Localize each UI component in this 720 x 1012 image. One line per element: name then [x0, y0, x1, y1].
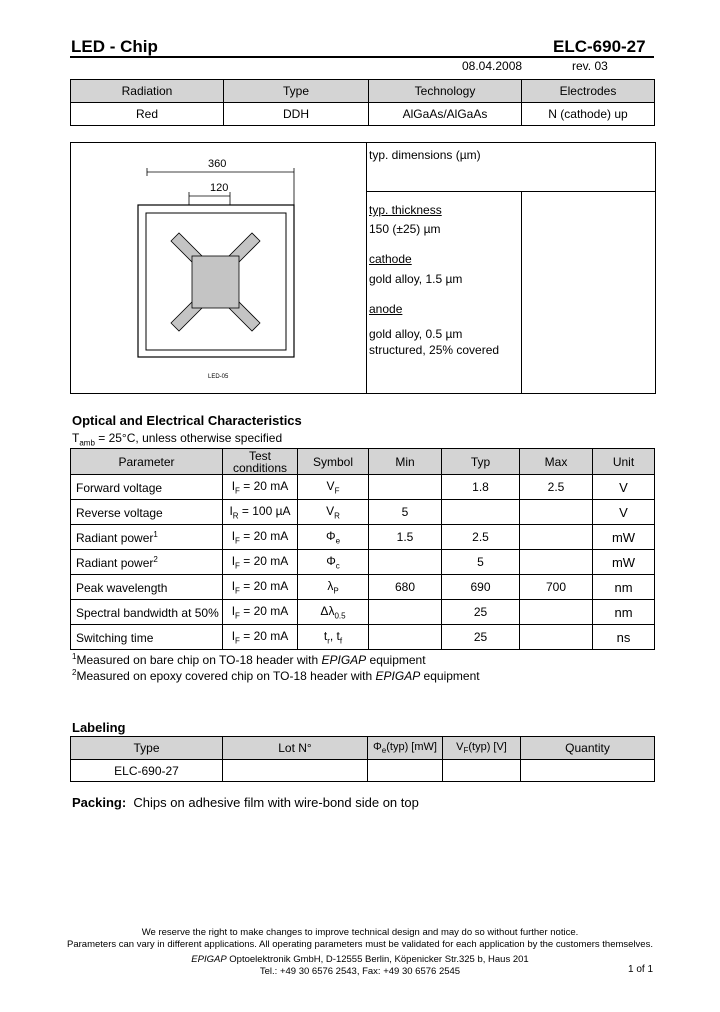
cond-a: I	[231, 603, 236, 618]
label-h-v-rest: (typ) [V]	[468, 740, 507, 753]
fn2-text: Measured on epoxy covered chip on TO-18 header with	[76, 669, 376, 683]
char-row	[71, 475, 655, 500]
cathode-label: cathode	[369, 252, 412, 266]
sym: V	[326, 478, 335, 493]
characteristics-body	[71, 475, 655, 650]
thickness-value: 150 (±25) µm	[369, 222, 441, 236]
char-param	[71, 625, 223, 650]
page-number: 1 of 1	[628, 964, 654, 975]
cond-b: = 20 mA	[239, 553, 289, 568]
label-cell: ELC-690-27	[71, 760, 223, 782]
dims-title: typ. dimensions (µm)	[369, 148, 481, 162]
characteristics-table	[70, 448, 655, 650]
char-unit: V	[593, 475, 655, 500]
label-cell	[443, 760, 521, 782]
char-max	[520, 600, 593, 625]
char-min	[369, 600, 442, 625]
char-param	[71, 600, 223, 625]
char-min: 5	[369, 500, 442, 525]
char-param	[71, 575, 223, 600]
overview-header: Technology	[369, 80, 522, 103]
dim-outer-label: 360	[208, 158, 227, 170]
char-min: 1.5	[369, 525, 442, 550]
label-cell	[223, 760, 368, 782]
cond-s: F	[235, 561, 240, 571]
cond-b: = 20 mA	[239, 478, 289, 493]
sym-extra: , t	[329, 628, 340, 643]
char-symbol	[298, 625, 369, 650]
label-h-v: V	[456, 740, 464, 753]
label-cell	[521, 760, 655, 782]
footer-disclaimer-1: We reserve the right to make changes to improve technical design and may do so without further notice.	[141, 927, 579, 938]
char-row	[71, 600, 655, 625]
overview-cell: DDH	[224, 103, 369, 126]
cond-b: = 20 mA	[239, 578, 289, 593]
overview-cell: AlGaAs/AlGaAs	[369, 103, 522, 126]
fn1-brand: EPIGAP	[321, 653, 367, 667]
cond-s: F	[235, 636, 240, 646]
cond-s: F	[235, 611, 240, 621]
char-param	[71, 475, 223, 500]
overview-header: Electrodes	[522, 80, 655, 103]
characteristics-title: Optical and Electrical Characteristics	[72, 413, 302, 428]
char-max: 2.5	[520, 475, 593, 500]
char-condition	[223, 475, 298, 500]
cond-b: = 20 mA	[239, 628, 289, 643]
cond-a: I	[231, 628, 236, 643]
sym-sub: r	[327, 636, 330, 646]
char-min	[369, 475, 442, 500]
sym-extra-sub: f	[339, 636, 343, 646]
label-h-phi-rest: (typ) [mW]	[386, 740, 437, 753]
char-param	[71, 525, 223, 550]
char-row	[71, 550, 655, 575]
cond-sub: amb	[79, 438, 95, 448]
char-symbol	[298, 575, 369, 600]
cond-rest: = 25°C, unless otherwise specified	[94, 431, 283, 445]
char-unit: mW	[593, 525, 655, 550]
sym: Φ	[326, 553, 336, 568]
fn2-sup: 2	[72, 668, 77, 677]
fn1-text: Measured on bare chip on TO-18 header with	[76, 653, 322, 667]
char-condition	[223, 600, 298, 625]
labeling-title: Labeling	[72, 720, 126, 735]
char-condition	[223, 625, 298, 650]
footer-brand: EPIGAP	[191, 954, 227, 965]
cond-a: I	[231, 478, 236, 493]
label-header: Lot N°	[223, 737, 368, 760]
overview-table	[70, 79, 655, 126]
char-typ: 1.8	[442, 475, 520, 500]
label-header-phi	[368, 737, 443, 760]
overview-header: Type	[224, 80, 369, 103]
footer-address-text: Optoelektronik GmbH, D-12555 Berlin, Köpenicker Str.325 b, Haus 201	[226, 954, 529, 965]
char-header: Symbol	[298, 449, 369, 475]
char-condition	[223, 500, 298, 525]
char-typ: 690	[442, 575, 520, 600]
label-header: Type	[71, 737, 223, 760]
cond-b: = 20 mA	[239, 603, 289, 618]
footer-address	[0, 954, 720, 965]
packing-line	[72, 795, 419, 810]
cathode-value: gold alloy, 1.5 µm	[369, 272, 463, 286]
char-symbol	[298, 475, 369, 500]
param-text: Switching time	[76, 630, 154, 645]
doc-revision: rev. 03	[572, 59, 608, 73]
chip-drawing	[120, 150, 320, 390]
cond-s: R	[232, 511, 239, 521]
packing-label: Packing:	[72, 795, 127, 810]
char-typ: 2.5	[442, 525, 520, 550]
footnote-1	[72, 652, 426, 667]
dim-inner-label: 120	[210, 182, 229, 194]
char-condition	[223, 575, 298, 600]
char-header: Parameter	[71, 449, 223, 475]
char-max: 700	[520, 575, 593, 600]
sym: Φ	[325, 528, 336, 543]
char-condition	[223, 525, 298, 550]
sym: Δλ	[320, 603, 335, 618]
overview-cell: Red	[71, 103, 224, 126]
param-text: Spectral bandwidth at 50%	[76, 605, 219, 620]
cond-b: = 100 µA	[238, 503, 291, 518]
sym: λ	[327, 578, 334, 593]
char-param	[71, 500, 223, 525]
char-min	[369, 550, 442, 575]
char-header: Min	[369, 449, 442, 475]
char-typ	[442, 500, 520, 525]
cond-s: F	[235, 536, 240, 546]
packing-text: Chips on adhesive film with wire-bond side on top	[133, 795, 419, 810]
overview-cell: N (cathode) up	[522, 103, 655, 126]
char-header-test-l2: conditions	[232, 460, 288, 475]
char-header-test	[223, 449, 298, 475]
char-max	[520, 550, 593, 575]
panel-divider	[366, 142, 367, 393]
labeling-table	[70, 736, 655, 782]
panel-divider	[366, 191, 655, 192]
fn2-tail: equipment	[420, 669, 480, 683]
param-sup: 2	[153, 554, 158, 564]
char-symbol	[298, 600, 369, 625]
overview-header: Radiation	[71, 80, 224, 103]
cond-t: T	[72, 431, 80, 445]
doc-title: LED - Chip	[71, 37, 158, 56]
param-text: Radiant power	[76, 555, 154, 570]
char-row	[71, 575, 655, 600]
char-symbol	[298, 525, 369, 550]
char-header-test-l1: Test	[248, 448, 271, 463]
char-header: Max	[520, 449, 593, 475]
sym-sub: R	[334, 511, 340, 521]
char-header: Typ	[442, 449, 520, 475]
param-sup: 1	[153, 529, 158, 539]
sym: V	[326, 503, 335, 518]
char-typ: 25	[442, 600, 520, 625]
footnote-2	[72, 668, 480, 683]
sym-sub: F	[334, 486, 340, 496]
fn1-tail: equipment	[366, 653, 426, 667]
param-text: Forward voltage	[76, 480, 163, 495]
fn1-sup: 1	[72, 652, 77, 661]
char-max	[520, 500, 593, 525]
label-h-phi-sub: e	[381, 746, 387, 756]
char-unit: ns	[593, 625, 655, 650]
char-symbol	[298, 500, 369, 525]
char-row	[71, 500, 655, 525]
char-min	[369, 625, 442, 650]
char-symbol	[298, 550, 369, 575]
anode-value-2: structured, 25% covered	[369, 343, 500, 357]
sym-sub: 0.5	[334, 611, 346, 621]
label-cell	[368, 760, 443, 782]
char-typ: 5	[442, 550, 520, 575]
char-max	[520, 625, 593, 650]
char-min: 680	[369, 575, 442, 600]
label-header-vf	[443, 737, 521, 760]
anode-label: anode	[369, 302, 403, 316]
char-param	[71, 550, 223, 575]
sym: t	[323, 628, 328, 643]
char-header: Unit	[593, 449, 655, 475]
test-condition-note	[72, 431, 282, 447]
cond-a: I	[229, 503, 233, 518]
sym-sub: P	[333, 586, 339, 596]
param-text: Radiant power	[76, 530, 154, 545]
panel-divider	[521, 191, 522, 393]
cond-a: I	[231, 578, 236, 593]
fn2-brand: EPIGAP	[375, 669, 421, 683]
label-h-v-sub: F	[463, 746, 469, 756]
cond-a: I	[231, 528, 236, 543]
cond-a: I	[231, 553, 236, 568]
char-row	[71, 625, 655, 650]
char-unit: nm	[593, 575, 655, 600]
cond-s: F	[235, 486, 240, 496]
footer-contact: Tel.: +49 30 6576 2543, Fax: +49 30 6576 2545	[259, 966, 461, 977]
label-header: Quantity	[521, 737, 655, 760]
char-unit: mW	[593, 550, 655, 575]
char-condition	[223, 550, 298, 575]
sym-sub: c	[335, 561, 340, 571]
part-number: ELC-690-27	[553, 37, 646, 56]
char-row	[71, 525, 655, 550]
cond-b: = 20 mA	[239, 528, 289, 543]
label-h-phi: Φ	[373, 740, 382, 753]
param-text: Reverse voltage	[76, 505, 163, 520]
header-rule	[70, 56, 654, 58]
char-typ: 25	[442, 625, 520, 650]
sym-sub: e	[335, 536, 341, 546]
thickness-label: typ. thickness	[369, 203, 442, 217]
footer-disclaimer-2: Parameters can vary in different applications. All operating parameters must be validated for each application by the customers themselves.	[67, 939, 653, 950]
anode-value-1: gold alloy, 0.5 µm	[369, 327, 463, 341]
param-text: Peak wavelength	[76, 580, 168, 595]
char-max	[520, 525, 593, 550]
cond-s: F	[235, 586, 240, 596]
drawing-caption: LED-05	[208, 374, 229, 380]
doc-date: 08.04.2008	[462, 59, 523, 73]
char-unit: V	[593, 500, 655, 525]
char-unit: nm	[593, 600, 655, 625]
